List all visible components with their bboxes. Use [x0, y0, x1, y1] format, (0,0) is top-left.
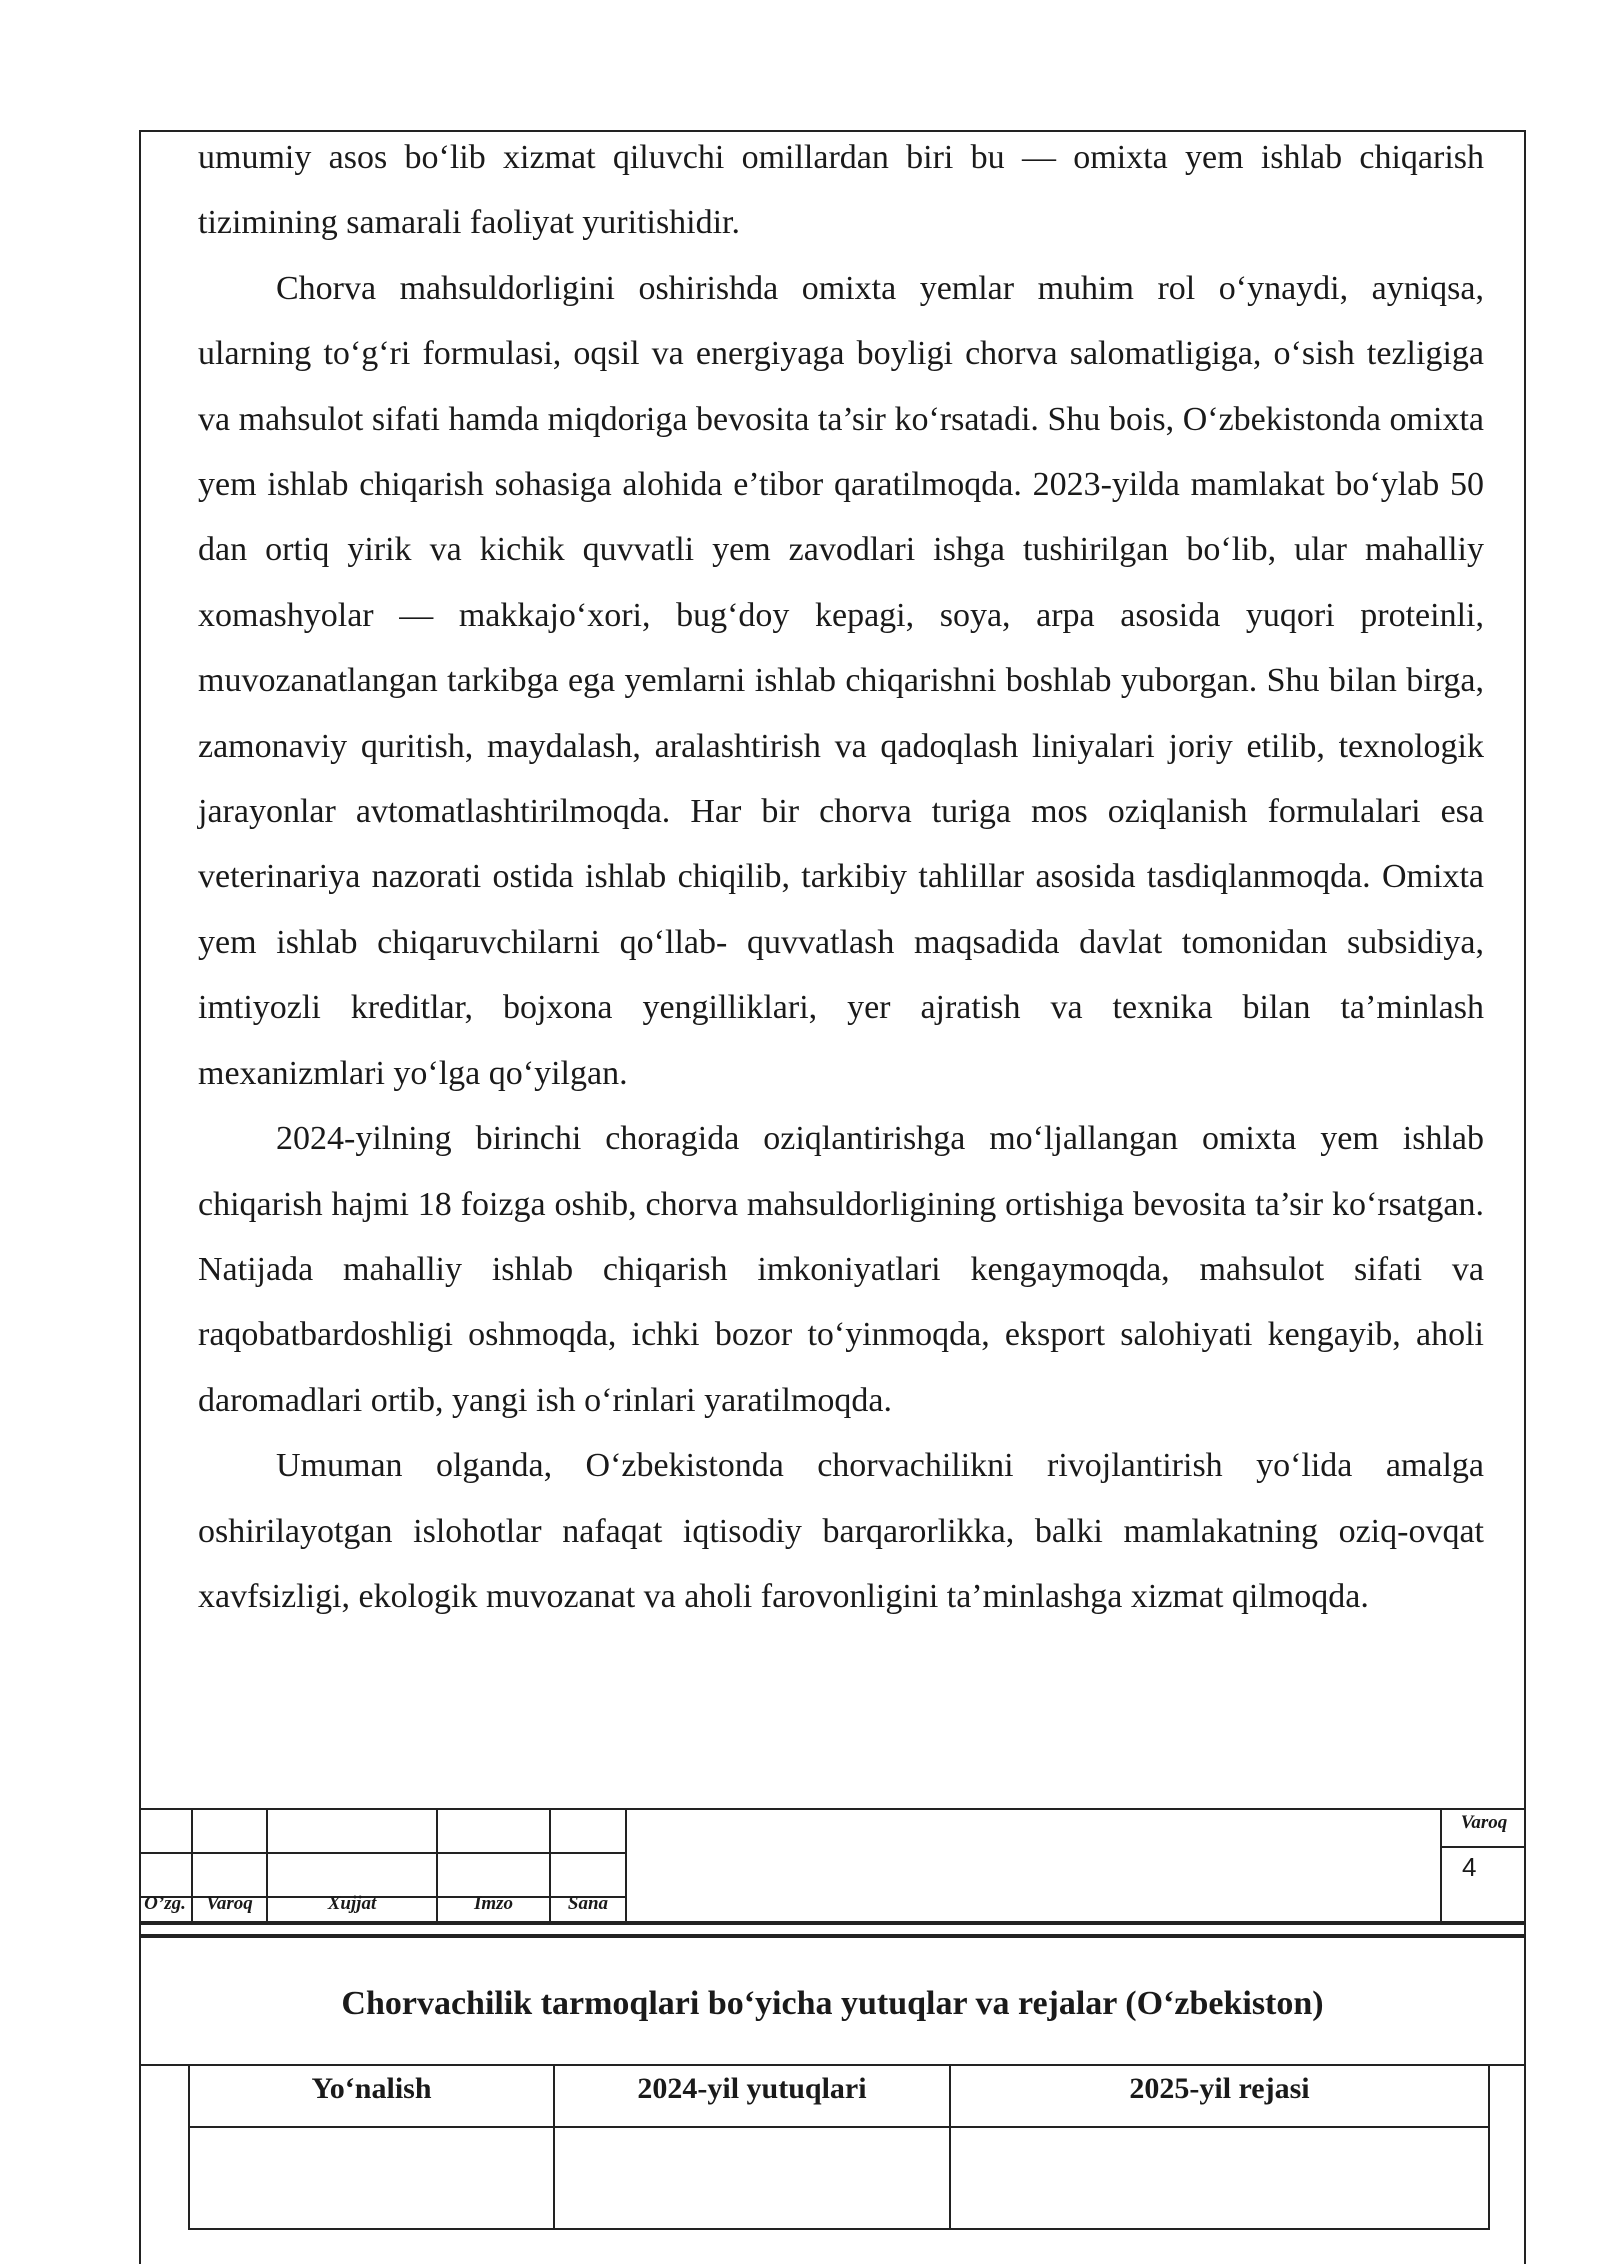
stamp-sheet-header: Varoq	[1460, 1812, 1508, 1833]
stamp-date-label: Sana	[567, 1893, 609, 1914]
column-header-direction: Yo‘nalish	[311, 2072, 432, 2105]
table-title: Chorvachilik tarmoqlari bo‘yicha yutuqlar va rejalar (O‘zbekiston)	[341, 1985, 1324, 2022]
column-header-2025: 2025-yil rejasi	[1129, 2072, 1310, 2105]
stamp-change-label: O’zg.	[144, 1893, 186, 1914]
paragraph-2: Chorva mahsuldorligini oshirishda omixta yemlar muhim rol o‘ynaydi, ayniqsa, ularning to‘g‘ri formulasi, oqsil va energiyaga boyligi chorva salomatligiga, o‘sish tezligiga va mahsulot sifati hamda miqdoriga bevosita ta’sir ko‘rsatadi. Shu bois, O‘zbekistonda omixta yem ishlab chiqarish sohasiga alohida e’tibor qaratilmoqda. 2023-yilda mamlakat bo‘ylab 50 dan ortiq yirik va kichik quvvatli yem zavodlari ishga tushirilgan bo‘lib, ular mahalliy xomashyolar — makkajo‘xori, bug‘doy kepagi, soya, arpa asosida yuqori proteinli, muvozanatlangan tarkibga ega yemlarni ishlab chiqarishni boshlab yuborgan. Shu bilan birga, zamonaviy quritish, maydalash, aralashtirish va qadoqlash liniyalari joriy etilib, texnologik jarayonlar avtomatlashtirilmoqda. Har bir chorva turiga mos oziqlanish formulalari esa veterinariya nazorati ostida ishlab chiqilib, tarkibiy tahlillar asosida tasdiqlanmoqda. Omixta yem ishlab chiqaruvchilarni qo‘llab- quvvatlash maqsadida davlat tomonidan subsidiya, imtiyozli kreditlar, bojxona yengilliklari, yer ajratish va texnika bilan ta’minlash mexanizmlari yo‘lga qo‘yilgan.	[198, 269, 1484, 1092]
stamp-document-label: Xujjat	[327, 1893, 377, 1914]
stamp-sheet-label: Varoq	[206, 1893, 253, 1914]
stamp-signature-label: Imzo	[473, 1893, 514, 1914]
paragraph-1: umumiy asos bo‘lib xizmat qiluvchi omillardan biri bu — omixta yem ishlab chiqarish tizimining samarali faoliyat yuritishidir.	[198, 139, 1484, 242]
column-header-2024: 2024-yil yutuqlari	[637, 2072, 867, 2105]
paragraph-4: Umuman olganda, O‘zbekistonda chorvachilikni rivojlantirish yo‘lida amalga oshirilayotgan islohotlar nafaqat iqtisodiy barqarorlikka, balki mamlakatning oziq-ovqat xavfsizligi, ekologik muvozanat va aholi farovonligini ta’minlashga xizmat qilmoqda.	[198, 1447, 1484, 1615]
page-number: 4	[1462, 1852, 1477, 1882]
body-text	[198, 125, 1484, 1629]
paragraph-3: 2024-yilning birinchi choragida oziqlantirishga mo‘ljallangan omixta yem ishlab chiqarish hajmi 18 foizga oshib, chorva mahsuldorligining ortishiga bevosita ta’sir ko‘rsatgan. Natijada mahalliy ishlab chiqarish imkoniyatlari kengaymoqda, mahsulot sifati va raqobatbardoshligi oshmoqda, ichki bozor to‘yinmoqda, eksport salohiyati kengayib, aholi daromadlari ortib, yangi ish o‘rinlari yaratilmoqda.	[198, 1120, 1484, 1419]
